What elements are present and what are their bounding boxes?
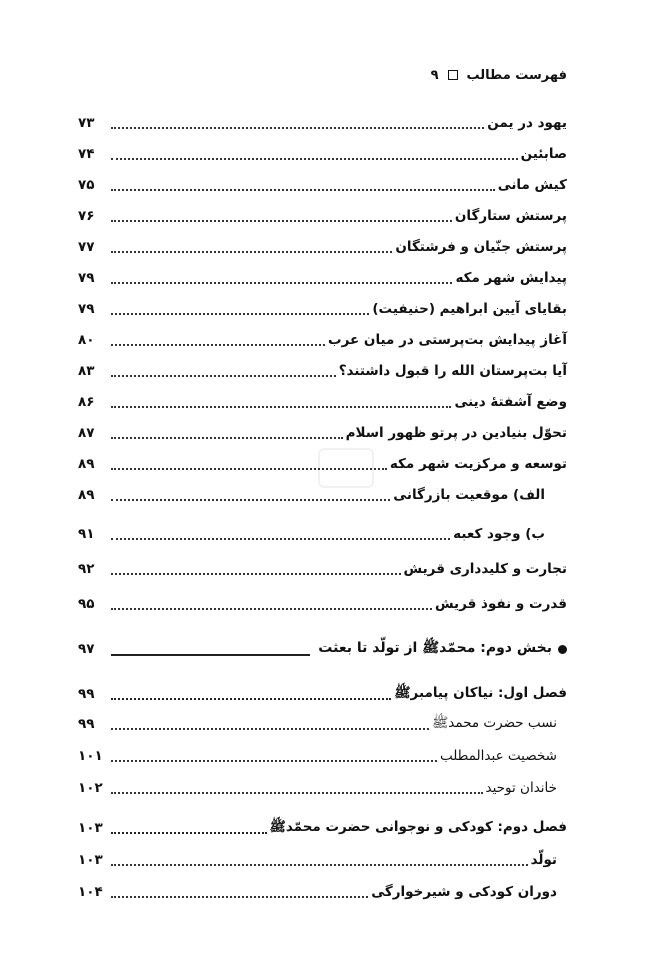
- header-page-number: ۹: [430, 67, 439, 83]
- toc-entry[interactable]: [78, 203, 567, 229]
- dot-leader: [111, 760, 437, 762]
- dot-leader: [111, 864, 528, 866]
- header-title: فهرست مطالب: [466, 67, 567, 83]
- toc-entry[interactable]: [78, 711, 567, 737]
- entry-page: ۷۹: [78, 270, 95, 286]
- entry-page: ۱۰۳: [78, 852, 103, 868]
- entry-page: ۷۷: [78, 239, 95, 255]
- entry-title: آیا بت‌پرستان الله را قبول داشتند؟: [338, 363, 567, 379]
- entry-page: ۷۳: [78, 115, 95, 131]
- entry-title: تولّد: [530, 852, 557, 868]
- dot-leader: [111, 344, 325, 346]
- chapter-heading[interactable]: [78, 815, 567, 841]
- entry-title: یهود در یمن: [487, 115, 567, 131]
- dot-leader: [111, 375, 336, 377]
- entry-page: ۱۰۲: [78, 780, 103, 796]
- toc-entry[interactable]: [78, 775, 567, 801]
- entry-page: ۹۱: [78, 526, 95, 542]
- entry-title: تحوّل بنیادین در پرتو ظهور اسلام: [345, 425, 567, 441]
- chapter-page: ۱۰۳: [78, 820, 103, 836]
- toc-entry[interactable]: [78, 879, 567, 905]
- entry-page: ۹۲: [78, 561, 95, 577]
- entry-title: ب) وجود کعبه: [453, 526, 545, 542]
- dot-leader: [111, 251, 392, 253]
- entry-title: شخصیت عبدالمطلب: [439, 748, 557, 764]
- toc-entry[interactable]: [78, 327, 567, 353]
- entry-page: ۱۰۱: [78, 748, 103, 764]
- dot-leader: [111, 220, 452, 222]
- toc-entry[interactable]: [78, 296, 567, 322]
- entry-page: ۸۰: [78, 332, 95, 348]
- dot-leader: [111, 499, 390, 501]
- dot-leader: [111, 406, 451, 408]
- dot-leader: [111, 189, 495, 191]
- section-title: بخش دوم: محمّدﷺ از تولّد تا بعثت: [318, 640, 552, 656]
- entry-page: ۸۳: [78, 363, 95, 379]
- toc-entry[interactable]: [78, 234, 567, 260]
- toc-entry[interactable]: [78, 451, 567, 477]
- dot-leader: [111, 573, 401, 575]
- chapter-heading[interactable]: [78, 681, 567, 707]
- entry-page: ۸۹: [78, 456, 95, 472]
- dot-leader: [111, 832, 267, 834]
- toc-entry[interactable]: [78, 591, 567, 617]
- toc-entry[interactable]: [78, 141, 567, 167]
- entry-title: پرستش ستارگان: [454, 208, 567, 224]
- section-page: ۹۷: [78, 641, 95, 657]
- toc-entry[interactable]: [78, 172, 567, 198]
- entry-title: الف) موقعیت بازرگانی: [393, 487, 545, 503]
- entry-title: نسب حضرت محمدﷺ: [432, 715, 557, 731]
- toc-entry[interactable]: [78, 521, 567, 547]
- entry-page: ۷۴: [78, 146, 95, 162]
- entry-page: ۸۶: [78, 394, 95, 410]
- toc-entry[interactable]: [78, 110, 567, 136]
- entry-title: خاندان توحید: [485, 780, 557, 796]
- dot-leader: [111, 468, 387, 470]
- entry-title: دوران کودکی و شیرخوارگی: [371, 884, 557, 900]
- toc-entry[interactable]: [78, 743, 567, 769]
- entry-title: تجارت و کلیدداری قریش: [403, 561, 567, 577]
- toc-entry[interactable]: [78, 847, 567, 873]
- entry-page: ۹۹: [78, 716, 95, 732]
- dot-leader: [111, 792, 483, 794]
- dot-leader: [111, 282, 452, 284]
- bullet-icon: [558, 645, 567, 654]
- entry-page: ۸۹: [78, 487, 95, 503]
- toc-entry[interactable]: [78, 389, 567, 415]
- entry-page: ۷۵: [78, 177, 95, 193]
- entry-title: بقایای آیین ابراهیم (حنیفیت): [372, 301, 567, 317]
- rule-leader: [111, 654, 310, 656]
- dot-leader: [111, 313, 369, 315]
- dot-leader: [111, 896, 368, 898]
- entry-title: وضع آشفتهٔ دینی: [454, 394, 567, 410]
- toc-entry[interactable]: [78, 482, 567, 508]
- entry-title: پیدایش شهر مکه: [455, 270, 567, 286]
- dot-leader: [111, 728, 429, 730]
- entry-title: قدرت و نفوذ قریش: [434, 596, 567, 612]
- entry-title: صابئین: [520, 146, 567, 162]
- entry-title: توسعه و مرکزیت شهر مکه: [389, 456, 567, 472]
- entry-page: ۱۰۴: [78, 884, 103, 900]
- entry-title: پرستش جنّیان و فرشتگان: [395, 239, 567, 255]
- entry-page: ۷۶: [78, 208, 95, 224]
- toc-entry[interactable]: [78, 420, 567, 446]
- toc-entry[interactable]: [78, 358, 567, 384]
- running-header: [78, 64, 567, 86]
- entry-page: ۹۵: [78, 596, 95, 612]
- section-heading[interactable]: [78, 636, 567, 662]
- entry-page: ۸۷: [78, 425, 95, 441]
- toc-entry[interactable]: [78, 265, 567, 291]
- dot-leader: [111, 698, 391, 700]
- chapter-page: ۹۹: [78, 686, 95, 702]
- dot-leader: [111, 437, 343, 439]
- dot-leader: [111, 538, 450, 540]
- square-ornament-icon: [448, 70, 458, 80]
- dot-leader: [111, 158, 518, 160]
- dot-leader: [111, 127, 484, 129]
- entry-title: آغاز پیدایش بت‌پرستی در میان عرب: [328, 332, 567, 348]
- dot-leader: [111, 608, 432, 610]
- chapter-title: فصل دوم: کودکی و نوجوانی حضرت محمّدﷺ: [269, 819, 567, 835]
- toc-entry[interactable]: [78, 556, 567, 582]
- entry-page: ۷۹: [78, 301, 95, 317]
- entry-title: کیش مانی: [497, 177, 567, 193]
- chapter-title: فصل اول: نیاکان پیامبرﷺ: [394, 685, 567, 701]
